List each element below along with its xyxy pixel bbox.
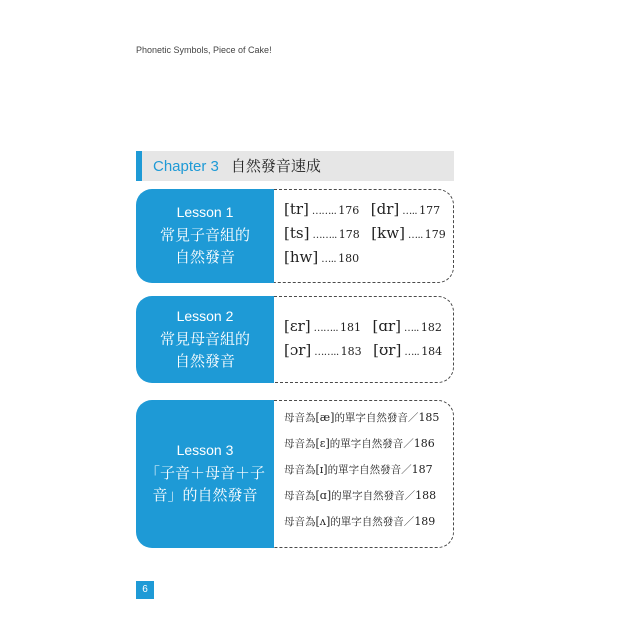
lesson-1-title-line-1: 常見子音組的 [159,226,250,244]
lesson-3-entry-5[interactable] [284,514,435,529]
page-ref[interactable]: 180 [338,252,360,265]
chapter-header [136,151,454,181]
lesson-3[interactable] [136,400,454,548]
lesson-3-label-box [136,400,274,548]
ipa-symbol: [ts] [284,224,310,242]
lesson-3-title-line-1: 「子音＋母音＋子 [144,464,265,482]
lesson-2-label: Lesson 2 [176,307,234,324]
entry-prefix: 母音為 [284,438,316,450]
page-number: 6 [136,581,154,599]
ipa-symbol: [ʊr] [373,341,402,359]
ipa-symbol: [ɛ] [315,437,330,450]
page-ref[interactable]: 183 [340,345,362,358]
lesson-3-entry-4[interactable] [284,488,436,503]
lesson-1-label: Lesson 1 [176,204,234,220]
page-ref[interactable]: 182 [420,321,442,334]
lesson-2-title-line-1: 常見母音組的 [159,329,250,348]
lesson-2-contents [274,296,454,383]
lesson-3-contents [274,400,454,548]
entry-suffix: 的單字自然發音／ [331,490,416,502]
page-ref[interactable]: 177 [419,204,441,217]
page-ref[interactable]: 178 [338,228,360,241]
ipa-symbol: [kw] [371,224,405,242]
lesson-3-title-line-2: 音」的自然發音 [152,486,258,504]
ipa-symbol: [æ] [315,411,335,424]
ipa-symbol: [ɑr] [372,317,401,335]
page-ref: 186 [413,437,435,450]
chapter-title [153,151,321,181]
entry-suffix: 的單字自然發音／ [329,438,414,450]
lesson-1-contents [274,189,454,283]
ipa-symbol: [tr] [284,200,309,218]
page-ref: 187 [411,463,433,476]
lesson-1-row-1: [tr] …….. 176 [dr] ….. 177 [284,200,441,218]
page-ref[interactable]: 176 [338,204,360,217]
page-ref: 185 [418,411,440,424]
page-ref: 189 [414,515,436,528]
lesson-1-row-3: [hw] ….. 180 [284,248,360,266]
entry-prefix: 母音為 [284,412,316,424]
ipa-symbol: [ɛr] [284,317,311,335]
lesson-2-label-box [136,296,274,383]
lesson-2-row-2: [ɔr] …….. 183 [ʊr] ….. 184 [284,341,443,359]
lesson-3-label: Lesson 3 [176,442,234,458]
lesson-1-row-2: [ts] …….. 178 [kw] ….. 179 [284,224,446,242]
lesson-3-entry-1[interactable] [284,410,439,425]
lesson-3-entry-2[interactable] [284,436,435,451]
page-ref[interactable]: 179 [424,228,446,241]
entry-prefix: 母音為 [284,490,316,502]
ipa-symbol: [ɑ] [315,489,332,502]
lesson-1-title-line-2: 自然發音 [174,248,235,266]
chapter-label: Chapter 3 [153,158,219,175]
entry-prefix: 母音為 [284,516,316,528]
lesson-1[interactable] [136,189,454,283]
running-head: Phonetic Symbols, Piece of Cake! [136,45,272,55]
page-ref: 188 [415,489,437,502]
lesson-1-label-box [136,189,274,283]
chapter-accent-bar [136,151,142,181]
lesson-2-title-line-2: 自然發音 [174,351,235,370]
lesson-2[interactable] [136,296,454,383]
lesson-3-entry-3[interactable] [284,462,433,477]
entry-suffix: 的單字自然發音／ [334,412,419,424]
entry-prefix: 母音為 [284,464,316,476]
page-ref[interactable]: 181 [340,321,362,334]
entry-suffix: 的單字自然發音／ [327,464,412,476]
ipa-symbol: [dr] [370,200,400,218]
ipa-symbol: [ʌ] [315,515,331,528]
ipa-symbol: [hw] [284,248,319,266]
chapter-name: 自然發音速成 [230,157,321,175]
lesson-2-row-1: [ɛr] …….. 181 [ɑr] ….. 182 [284,317,442,335]
ipa-symbol: [ɔr] [284,341,312,359]
ipa-symbol: [ɪ] [315,463,328,476]
page-ref[interactable]: 184 [421,345,443,358]
entry-suffix: 的單字自然發音／ [330,516,415,528]
